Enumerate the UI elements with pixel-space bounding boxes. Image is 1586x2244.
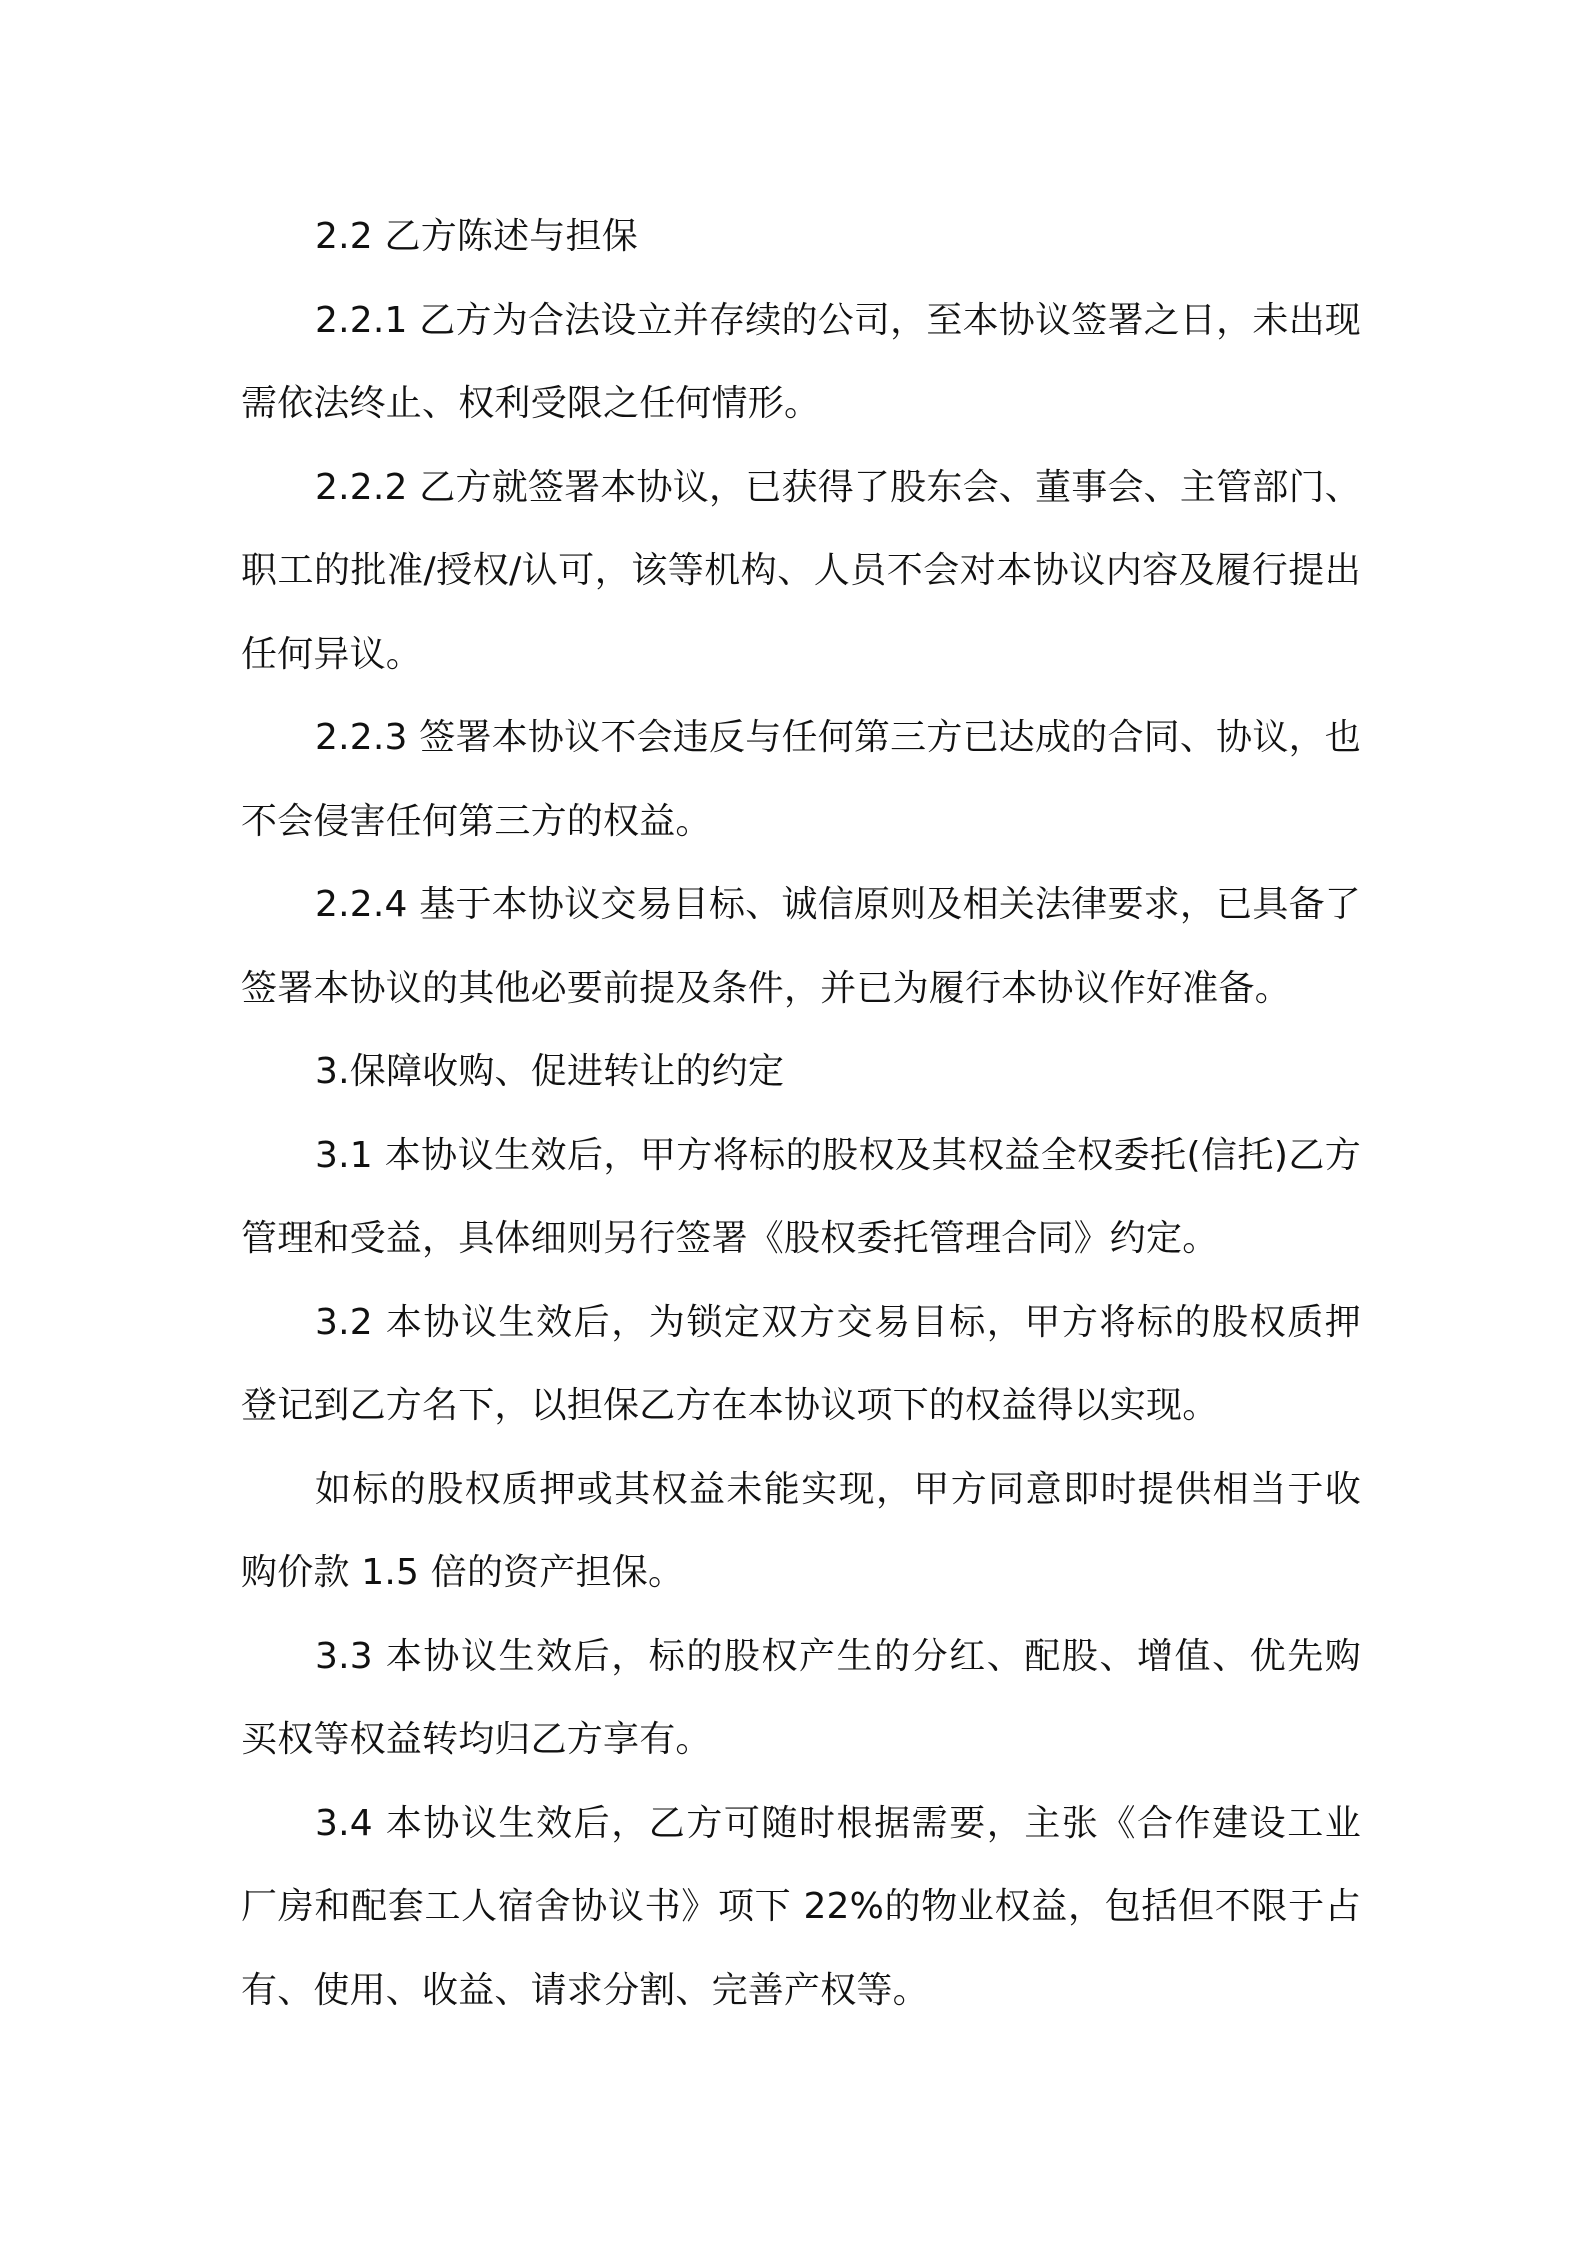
clause-3-2-supplement: 如标的股权质押或其权益未能实现，甲方同意即时提供相当于收购价款 1.5 倍的资产担保。 [241,1468,1361,1593]
clause-2-2-1: 2.2.1 乙方为合法设立并存续的公司，至本协议签署之日，未出现需依法终止、权利受限之任何情形。 [241,299,1361,424]
heading-2-2: 2.2 乙方陈述与担保 [315,216,638,257]
clause-2-2-4: 2.2.4 基于本协议交易目标、诚信原则及相关法律要求，已具备了签署本协议的其他必要前提及条件，并已为履行本协议作好准备。 [241,884,1361,1009]
document-body [241,195,1361,2032]
clause-3-1: 3.1 本协议生效后，甲方将标的股权及其权益全权委托(信托)乙方管理和受益，具体细则另行签署《股权委托管理合同》约定。 [241,1134,1361,1259]
clause-2-2-3: 2.2.3 签署本协议不会违反与任何第三方已达成的合同、协议，也不会侵害任何第三方的权益。 [241,717,1361,842]
clause-3-3: 3.3 本协议生效后，标的股权产生的分红、配股、增值、优先购买权等权益转均归乙方享有。 [241,1635,1361,1760]
heading-3: 3.保障收购、促进转让的约定 [315,1051,785,1092]
clause-3-4: 3.4 本协议生效后，乙方可随时根据需要，主张《合作建设工业厂房和配套工人宿舍协议书》项下 22%的物业权益，包括但不限于占有、使用、收益、请求分割、完善产权等。 [241,1802,1361,2011]
clause-3-2: 3.2 本协议生效后，为锁定双方交易目标，甲方将标的股权质押登记到乙方名下，以担保乙方在本协议项下的权益得以实现。 [241,1301,1361,1426]
clause-2-2-2: 2.2.2 乙方就签署本协议，已获得了股东会、董事会、主管部门、职工的批准/授权/认可，该等机构、人员不会对本协议内容及履行提出任何异议。 [241,466,1361,675]
